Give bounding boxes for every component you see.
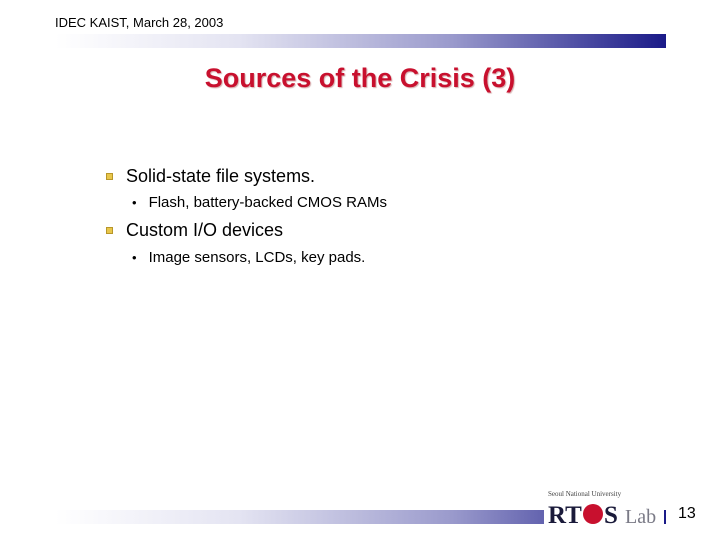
dot-bullet-icon: • (132, 250, 137, 265)
logo-wordmark-icon (548, 499, 664, 529)
bullet-item (106, 220, 283, 241)
sub-bullet-item (132, 249, 365, 266)
logo-dot-icon (583, 504, 603, 524)
bullet-text: Custom I/O devices (126, 220, 284, 240)
sub-bullet-text: Flash, battery-backed CMOS RAMs (148, 194, 387, 211)
slide-title: Sources of the Crisis (3) (204, 63, 516, 93)
bullet-item (106, 166, 315, 187)
rtos-lab-logo (544, 490, 664, 530)
square-bullet-icon (106, 173, 113, 180)
logo-text-rt: RT (548, 502, 582, 529)
top-gradient-bar (55, 34, 666, 48)
logo-text-lab: Lab (625, 506, 657, 528)
logo-caption: Seoul National University (548, 490, 622, 498)
page-number: 13 (678, 505, 696, 522)
header-text: IDEC KAIST, March 28, 2003 (55, 15, 224, 30)
dot-bullet-icon: • (132, 195, 137, 210)
logo-text-s: S (604, 502, 618, 529)
bullet-text: Solid-state file systems. (126, 166, 316, 186)
sub-bullet-text: Image sensors, LCDs, key pads. (148, 249, 366, 266)
square-bullet-icon (106, 227, 113, 234)
sub-bullet-item (132, 194, 387, 211)
